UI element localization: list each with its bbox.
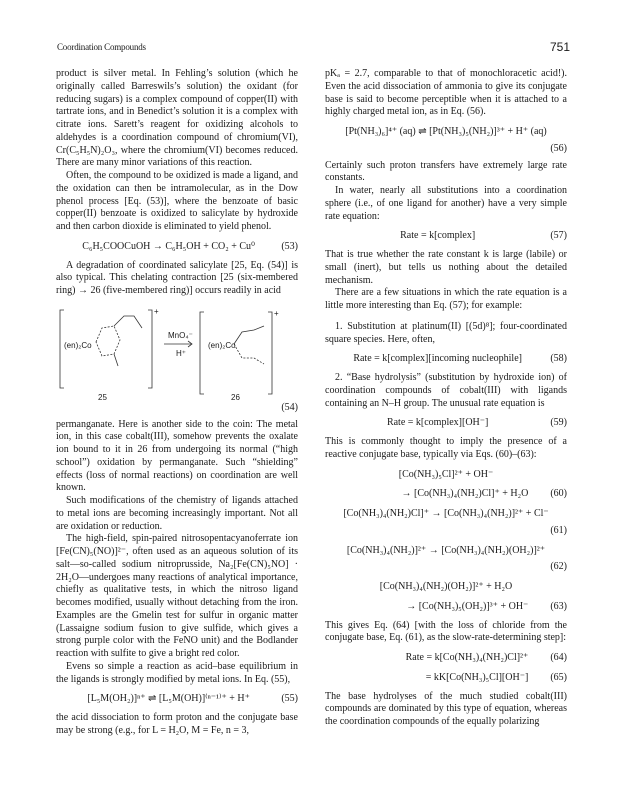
paragraph: In water, nearly all substitutions into a coordination sphere (i.e., of one ligand for another) have a very simple rate equation: xyxy=(325,185,567,222)
left-column xyxy=(56,68,298,738)
equation-text: [Co(NH₃)₄(NH₂)(OH₂)]²⁺ + H₂O xyxy=(379,581,513,592)
label-compound-25: 25 xyxy=(98,392,107,402)
equation-text: [L₅M(OH₂)]ⁿ⁺ ⇌ [L₅M(OH)]⁽ⁿ⁻¹⁾⁺ + H⁺ xyxy=(87,693,250,705)
paragraph: This is commonly thought to imply the presence of a reactive conjugate base, typically via Eqs. (60)–(63): xyxy=(325,436,567,460)
paragraph: That is true whether the rate constant k is large (labile) or small (inert), but tells us nothing about the detailed mechanism. xyxy=(325,249,567,286)
reaction-scheme-figure xyxy=(56,304,298,404)
paragraph: Often, the compound to be oxidized is made a ligand, and the oxidation can then be intramolecular, as in the Dow phenol process [Eq. (53)], where the benzoate of basic copper(II) benzoate is oxidized to salicylate by hydroxide and then carbon dioxide is eliminated to yield phenol. xyxy=(56,170,298,232)
equation-number: (65) xyxy=(550,671,567,683)
equation-number: (62) xyxy=(550,561,567,573)
equation xyxy=(325,652,567,665)
label-left-ligand: (en)₂Co xyxy=(64,340,92,350)
paragraph: There are a few situations in which the rate equation is a little more interesting than Eq. (57); for example: xyxy=(325,287,567,311)
equation xyxy=(56,241,298,254)
label-charge-right: + xyxy=(274,308,279,318)
label-reagent-bottom: H⁺ xyxy=(176,348,186,358)
equation-text: C₆H₅COOCuOH → C₆H₅OH + CO₂ + Cu⁰ xyxy=(82,240,256,252)
paragraph: product is silver metal. In Fehling’s solution (which he originally called Barreswils’s solution) the oxidant (for reducing sugars) is a complex compound of copper(II) with tartrate ions, and in Benedict’s solution it is a complex with citrate ions. Sarett’s reagent for oxidizing alcohols to aldehydes is a coordination compound of chromium(VI), Cr(C₅H₅N)₂O₃, where the chromium(VI) becomes reduced. There are many minor variations of this reaction. xyxy=(56,68,298,169)
page-number: 751 xyxy=(550,40,571,54)
equation-number: (56) xyxy=(550,142,567,154)
equation-number: (57) xyxy=(550,230,567,242)
equation-text: Rate = k[complex] xyxy=(400,230,476,242)
equation-number: (54) xyxy=(281,401,298,413)
equation-number: (61) xyxy=(550,524,567,536)
equation-number: (63) xyxy=(550,600,567,612)
label-compound-26: 26 xyxy=(231,392,240,402)
paragraph: Such modifications of the chemistry of ligands attached to metal ions are becoming increasingly important. Not all are oxidation or reduction. xyxy=(56,495,298,532)
equation-number: (55) xyxy=(281,693,298,705)
equation-number: (64) xyxy=(550,652,567,663)
equation-text: Rate = k[complex][OH⁻] xyxy=(386,417,489,429)
equation-text: [Pt(NH₃)₆]⁴⁺ (aq) ⇌ [Pt(NH₃)₅(NH₂)]³⁺ + H⁺ (aq) xyxy=(345,126,547,137)
equation xyxy=(56,693,298,706)
equation xyxy=(325,581,567,594)
equation xyxy=(325,488,567,501)
right-column xyxy=(325,68,567,729)
equation xyxy=(325,126,567,139)
equation-text: → [Co(NH₃)₄(NH₂)Cl]⁺ + H₂O xyxy=(401,488,529,500)
paragraph: This gives Eq. (64) [with the loss of chloride from the conjugate base, Eq. (61), as the slow-rate-determining step]: xyxy=(325,619,567,644)
paragraph: the acid dissociation to form proton and the conjugate base may be strong (e.g., for L = H₂O, M = Fe, n = 3, xyxy=(56,712,298,736)
equation-number: (60) xyxy=(550,488,567,500)
paragraph: A degradation of coordinated salicylate [25, Eq. (54)] is also typical. This chelating contraction [25 (six-membered ring) → 26 (five-membered ring)] occurs readily in acid xyxy=(56,259,298,296)
paragraph: The base hydrolyses of the much studied cobalt(III) compounds are dominated by this type of equation, whereas the coordination compounds of the equally polarizing xyxy=(325,690,567,727)
equation xyxy=(325,417,567,430)
label-reagent-top: MnO₄⁻ xyxy=(168,330,193,340)
paragraph: 1. Substitution at platinum(II) [(5d)⁸]; four-coordinated square species. Here, often, xyxy=(325,320,567,345)
equation xyxy=(325,601,567,614)
equation-number: (58) xyxy=(550,353,567,365)
paragraph: Evens so simple a reaction as acid–base equilibrium in the ligands is strongly modified by metal ions. In Eq. (55), xyxy=(56,660,298,685)
label-charge-left: + xyxy=(154,306,159,316)
equation-text: = kK[Co(NH₃)₅Cl][OH⁻] xyxy=(425,671,529,683)
paragraph: pKₐ = 2.7, comparable to that of monochloracetic acid!). Even the acid dissociation of ammonia to give its conjugate base is said to become perceptible when it is attached to a highly charged metal ion, as in Eq. (56). xyxy=(325,68,567,118)
equation xyxy=(325,469,567,482)
equation xyxy=(325,672,567,685)
equation-text: [Co(NH₃)₅Cl]²⁺ + OH⁻ xyxy=(398,468,494,480)
label-right-ligand: (en)₂Co xyxy=(208,340,236,350)
equation-text: → [Co(NH₃)₅(OH₂)]³⁺ + OH⁻ xyxy=(406,600,529,612)
paragraph: Certainly such proton transfers have extremely large rate constants. xyxy=(325,159,567,184)
equation-text: Rate = k[Co(NH₃)₄(NH₂)Cl]²⁺ xyxy=(405,652,529,663)
equation xyxy=(325,230,567,243)
equation-text: [Co(NH₃)₄(NH₂)]²⁺ → [Co(NH₃)₄(NH₂)(OH₂)]²⁺ xyxy=(346,544,546,556)
equation-number: (53) xyxy=(281,240,298,252)
equation-number: (59) xyxy=(550,417,567,429)
equation xyxy=(325,545,567,558)
equation xyxy=(325,508,567,521)
equation-text: Rate = k[complex][incoming nucleophile] xyxy=(353,353,522,365)
running-title: Coordination Compounds xyxy=(57,42,146,52)
equation-text: [Co(NH₃)₄(NH₂)Cl]⁺ → [Co(NH₃)₄(NH₂)]²⁺ + Cl⁻ xyxy=(343,508,549,519)
paragraph: 2. “Base hydrolysis” (substitution by hydroxide ion) of coordination compounds of cobalt(III) with ligands containing an N–H group. The unusual rate equation is xyxy=(325,372,567,409)
paragraph: permanganate. Here is another side to the coin: The metal ion, in this case cobalt(III), somehow prevents the oxalate ion bound to it in 26 from undergoing its normal (“high school”) oxidation by permanganate. Such “shielding” effects (loss of normal reactions) on coordination are well known. xyxy=(56,418,298,494)
equation xyxy=(325,353,567,366)
paragraph: The high-field, spin-paired nitrosopentacyanoferrate ion [Fe(CN)₅(NO)]²⁻, often used as an aqueous solution of its salt—so-called sodium nitroprusside, Na₂[Fe(CN)₅NO] · 2H₂O—undergoes many reactions of analytical importance, chiefly as qualitative tests, in which the nitroso ligand becomes modified, usually without detaching from the iron. Examples are the Gmelin test for sulfur in organic matter (Lassaigne sodium fusion to give sulfide, which gives a strong purple color with the FeNO unit) and the Bodlander reaction with sulfite to give a bright red color. xyxy=(56,533,298,659)
